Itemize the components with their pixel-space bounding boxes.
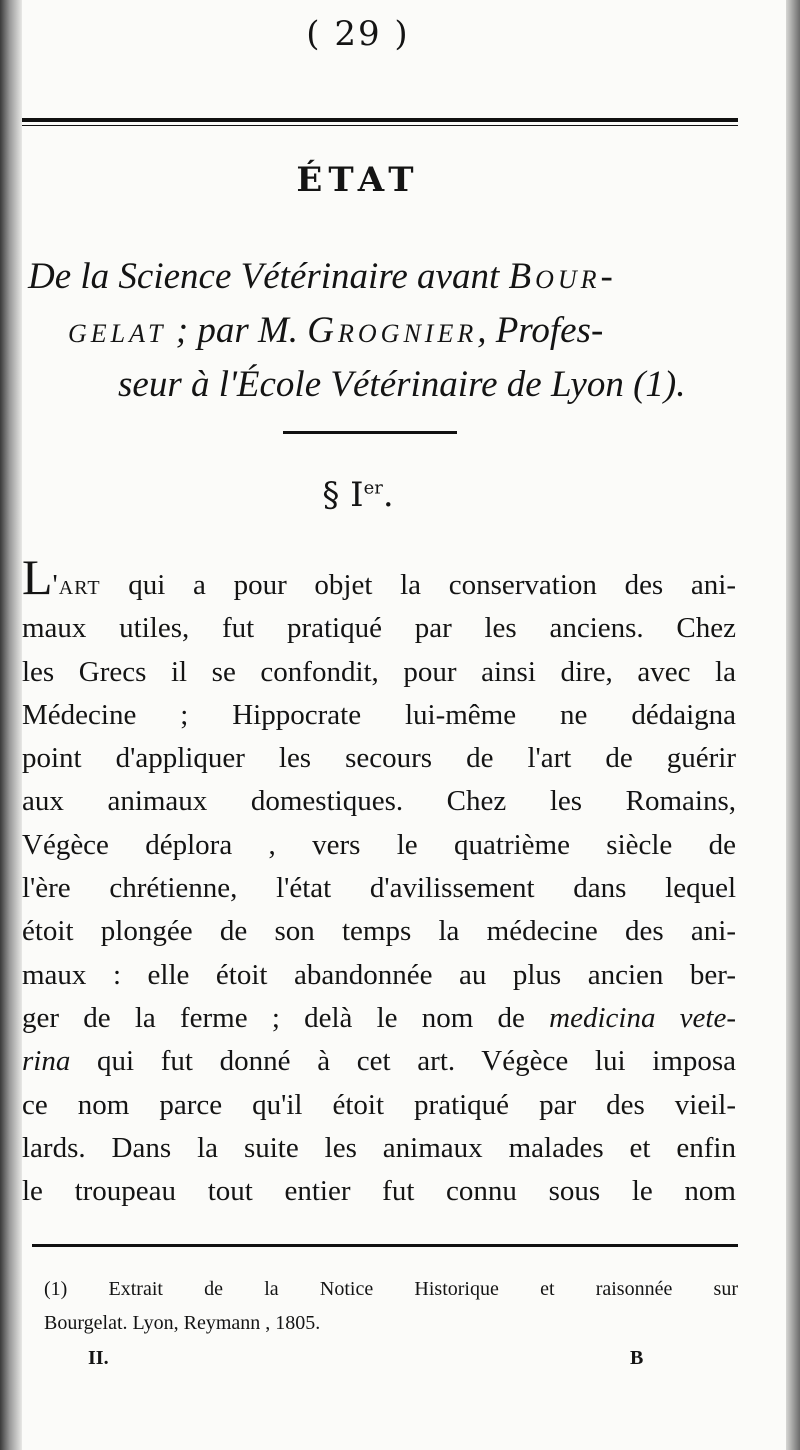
body-line: ce nom parce qu'il étoit pratiqué par des vieil- (22, 1088, 736, 1121)
body-line: aux animaux domestiques. Chez les Romains, (22, 785, 736, 818)
body-line: L'art qui a pour objet la conservation des ani- (22, 549, 736, 605)
section-superscript: er (363, 477, 383, 499)
body-line: lards. Dans la suite les animaux malades et enfin (22, 1131, 736, 1164)
signature-mark-left: II. (88, 1347, 109, 1369)
body-line: rina qui fut donné à cet art. Végèce lui imposa (22, 1045, 736, 1078)
header-double-rule (22, 118, 738, 126)
body-line: maux utiles, fut pratiqué par les anciens. Chez (22, 612, 736, 645)
body-line: Végèce déplora , vers le quatrième siècle de (22, 828, 736, 861)
footnote-line-2: Bourgelat. Lyon, Reymann , 1805. (44, 1312, 321, 1334)
body-paragraph (22, 549, 736, 1213)
footnote-line-1: (1) Extrait de la Notice Historique et raisonnée sur (44, 1278, 738, 1300)
body-line: étoit plongée de son temps la médecine des ani- (22, 915, 736, 948)
footnote-rule (32, 1244, 738, 1247)
chapter-subtitle (28, 250, 738, 412)
page-edge-shadow (786, 0, 800, 1450)
body-line: l'ère chrétienne, l'état d'avilissement dans lequel (22, 872, 736, 905)
binding-gutter (0, 0, 22, 1450)
footnote (44, 1272, 738, 1340)
body-line: Médecine ; Hippocrate lui-même ne dédaigna (22, 698, 736, 731)
title-separator-rule (283, 431, 457, 434)
subtitle-line-3: seur à l'École Vétérinaire de Lyon (1). (118, 364, 686, 405)
subtitle-line-1: De la Science Vétérinaire avant Bour- (28, 256, 617, 297)
body-line: maux : elle étoit abandonnée au plus ancien ber- (22, 958, 736, 991)
body-line: les Grecs il se confondit, pour ainsi dire, avec la (22, 655, 736, 688)
chapter-title: ÉTAT (296, 160, 420, 200)
subtitle-line-2: gelat ; par M. Grognier, Profes- (68, 310, 604, 351)
body-line: point d'appliquer les secours de l'art de guérir (22, 742, 736, 775)
section-symbol: § (322, 475, 340, 515)
section-number: I (350, 475, 364, 515)
section-heading: § Ier. (322, 475, 394, 515)
page-number: ( 29 ) (306, 14, 410, 54)
signature-mark-right: B (630, 1347, 644, 1369)
body-line: ger de la ferme ; delà le nom de medicina vete- (22, 1001, 736, 1034)
body-line: le troupeau tout entier fut connu sous le nom (22, 1175, 736, 1208)
